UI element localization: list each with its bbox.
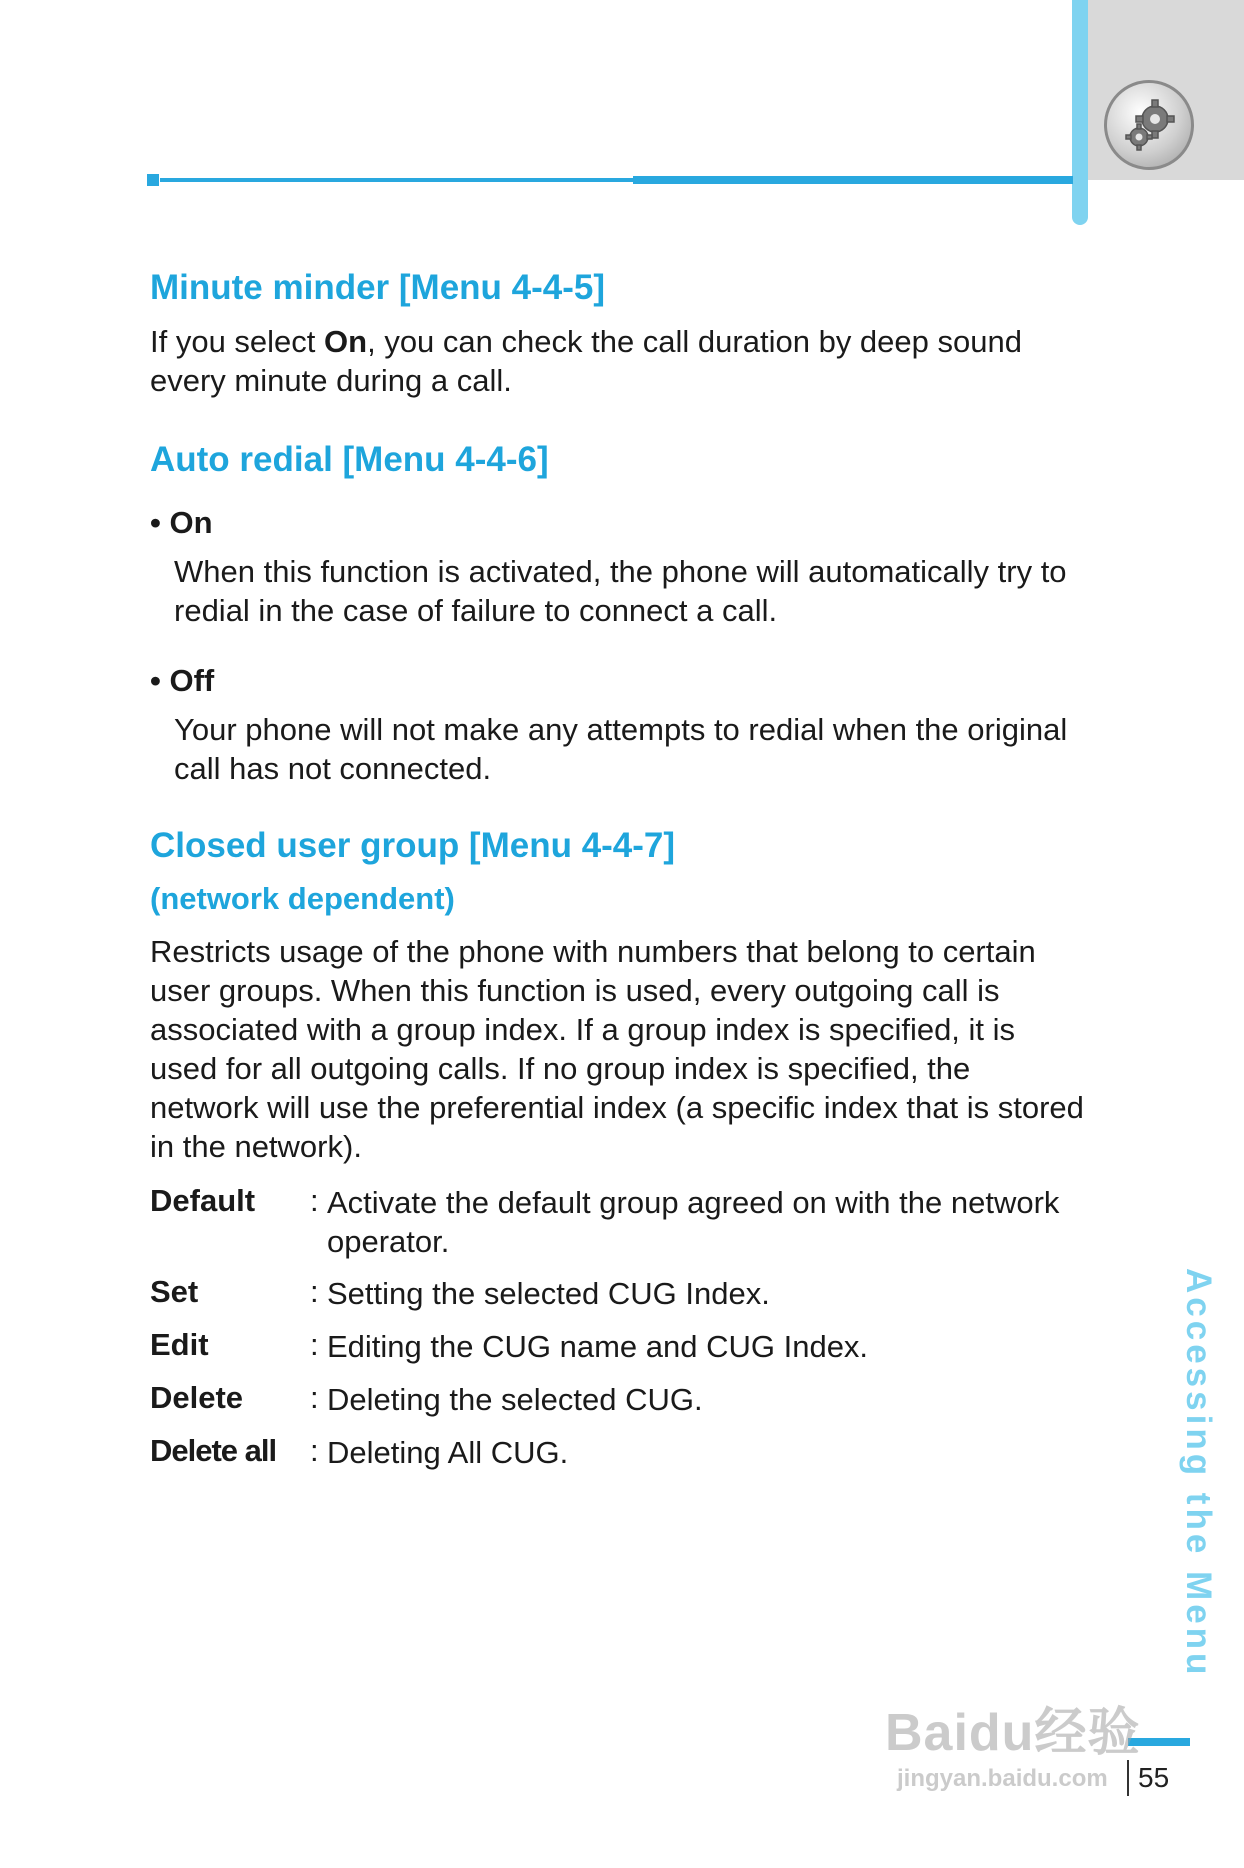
cug-heading: Closed user group [Menu 4-4-7] (150, 826, 676, 865)
minute-minder-text-prefix: If you select (150, 324, 325, 359)
gear-icon (1104, 80, 1194, 170)
minute-minder-text-line2: every minute during a call. (150, 363, 512, 398)
cug-option-default-desc-line2: operator. (327, 1224, 450, 1259)
cug-subheading: (network dependent) (150, 881, 455, 916)
cug-body-line: in the network). (150, 1129, 362, 1164)
minute-minder-heading: Minute minder [Menu 4-4-5] (150, 268, 606, 307)
auto-redial-on-desc-line2: redial in the case of failure to connect a call. (174, 593, 778, 628)
cug-option-set-desc: Setting the selected CUG Index. (327, 1276, 770, 1311)
cug-option-delete-all-desc: Deleting All CUG. (327, 1435, 569, 1470)
cug-option-default-term: Default (150, 1183, 256, 1218)
auto-redial-on-desc (174, 552, 1114, 630)
auto-redial-off-desc (174, 710, 1114, 788)
minute-minder-text-bold: On (324, 324, 368, 359)
auto-redial-on-label: • On (150, 505, 213, 540)
cug-option-delete-desc: Deleting the selected CUG. (327, 1382, 703, 1417)
cug-body (150, 932, 1130, 1166)
cug-body-line: network will use the preferential index (a specific index that is stored (150, 1090, 1084, 1125)
cug-body-line: used for all outgoing calls. If no group index is specified, the (150, 1051, 971, 1086)
header-rule-thin (160, 178, 633, 182)
auto-redial-off-label: • Off (150, 663, 215, 698)
header-line-endcap (147, 174, 159, 186)
cug-option-edit-desc: Editing the CUG name and CUG Index. (327, 1329, 869, 1364)
watermark (885, 1690, 1140, 1793)
cug-body-line: associated with a group index. If a group index is specified, it is (150, 1012, 1016, 1047)
watermark-url: jingyan.baidu.com (897, 1765, 1108, 1792)
auto-redial-heading: Auto redial [Menu 4-4-6] (150, 440, 549, 479)
auto-redial-on-desc-line1: When this function is activated, the phone will automatically try to (174, 554, 1067, 589)
watermark-logo: Baidu经验 (885, 1704, 1141, 1762)
auto-redial-off-desc-line1: Your phone will not make any attempts to redial when the original (174, 712, 1068, 747)
cug-option-default-desc (327, 1183, 1117, 1261)
header-rule-thick (633, 176, 1073, 184)
side-tab-label: Accessing the Menu (1179, 1268, 1218, 1679)
auto-redial-off-desc-line2: call has not connected. (174, 751, 492, 786)
page-number: 55 (1138, 1762, 1170, 1793)
minute-minder-text (150, 322, 1130, 400)
cug-body-line: user groups. When this function is used, every outgoing call is (150, 973, 1000, 1008)
cug-option-edit-sep: : (310, 1327, 319, 1362)
cug-option-set-term: Set (150, 1274, 199, 1309)
header-vertical-bar (1072, 0, 1088, 225)
cug-option-set-sep: : (310, 1274, 319, 1309)
cug-option-delete-all-term: Delete all (150, 1433, 277, 1468)
cug-option-delete-sep: : (310, 1380, 319, 1415)
cug-option-default-desc-line1: Activate the default group agreed on with the network (327, 1185, 1060, 1220)
cug-option-delete-term: Delete (150, 1380, 244, 1415)
cug-body-line: Restricts usage of the phone with numbers that belong to certain (150, 934, 1036, 969)
cug-option-default-sep: : (310, 1183, 319, 1218)
cug-option-delete-all-sep: : (310, 1433, 319, 1468)
minute-minder-text-suffix: , you can check the call duration by deep sound (367, 324, 1022, 359)
cug-option-edit-term: Edit (150, 1327, 209, 1362)
